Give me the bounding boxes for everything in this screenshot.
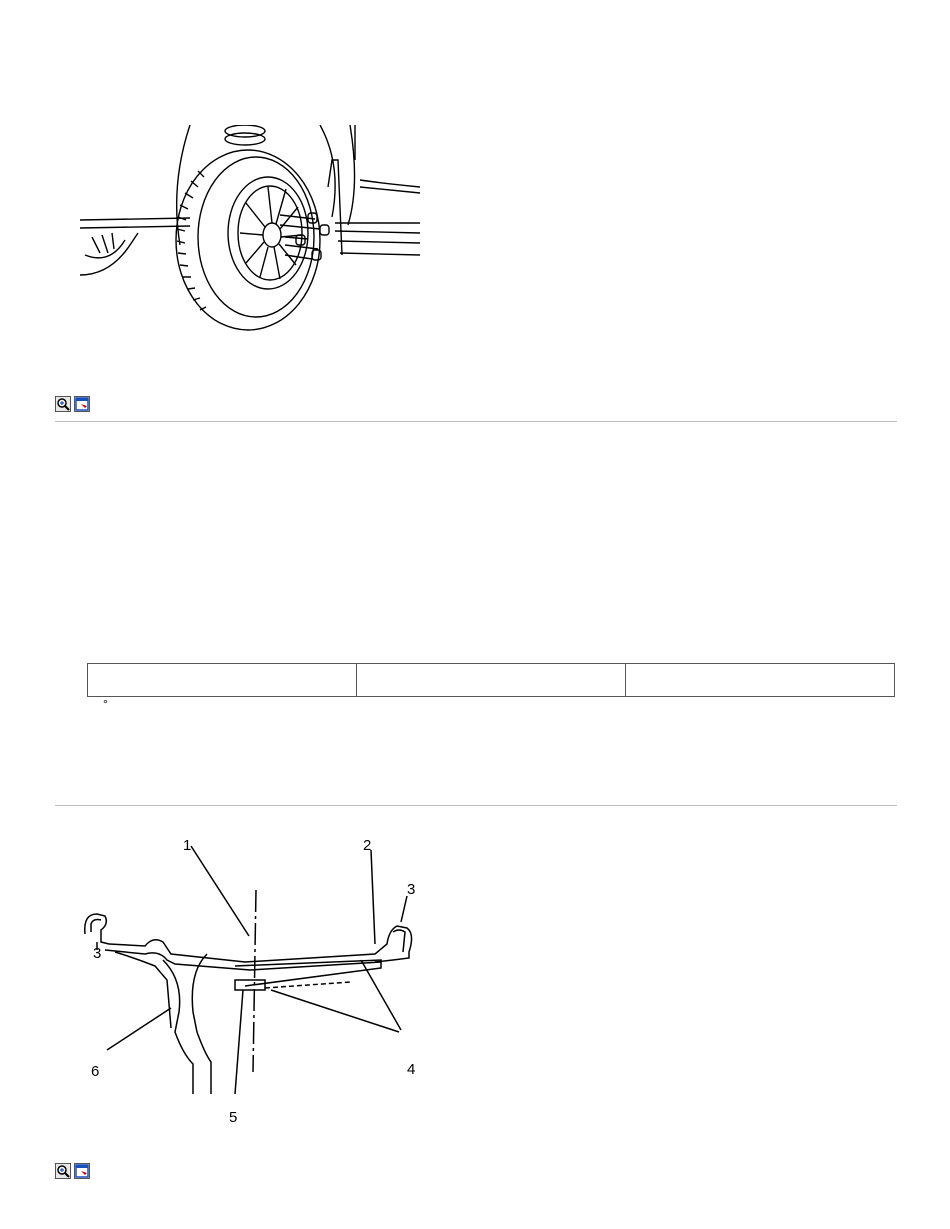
section-divider [55,805,897,806]
callout-3-right: 3 [407,881,416,898]
spec-table [87,663,895,697]
tire-illustration [80,125,425,335]
callout-5: 5 [229,1109,238,1126]
degree-footnote: ° [103,697,108,711]
table-cell [626,664,895,697]
magnifier-zoom-icon[interactable] [55,396,71,412]
image-toolbar [55,1163,90,1179]
section-divider [55,421,897,422]
image-toolbar [55,396,90,412]
view-window-icon[interactable] [74,396,90,412]
callout-1: 1 [183,837,192,854]
table-cell [357,664,626,697]
view-window-icon[interactable] [74,1163,90,1179]
table-cell [88,664,357,697]
table-row [88,664,895,697]
wheel-cross-section-diagram [75,832,435,1132]
callout-6: 6 [91,1063,100,1080]
callout-4: 4 [407,1061,416,1078]
callout-2: 2 [363,837,372,854]
callout-3-left: 3 [93,945,102,962]
magnifier-zoom-icon[interactable] [55,1163,71,1179]
